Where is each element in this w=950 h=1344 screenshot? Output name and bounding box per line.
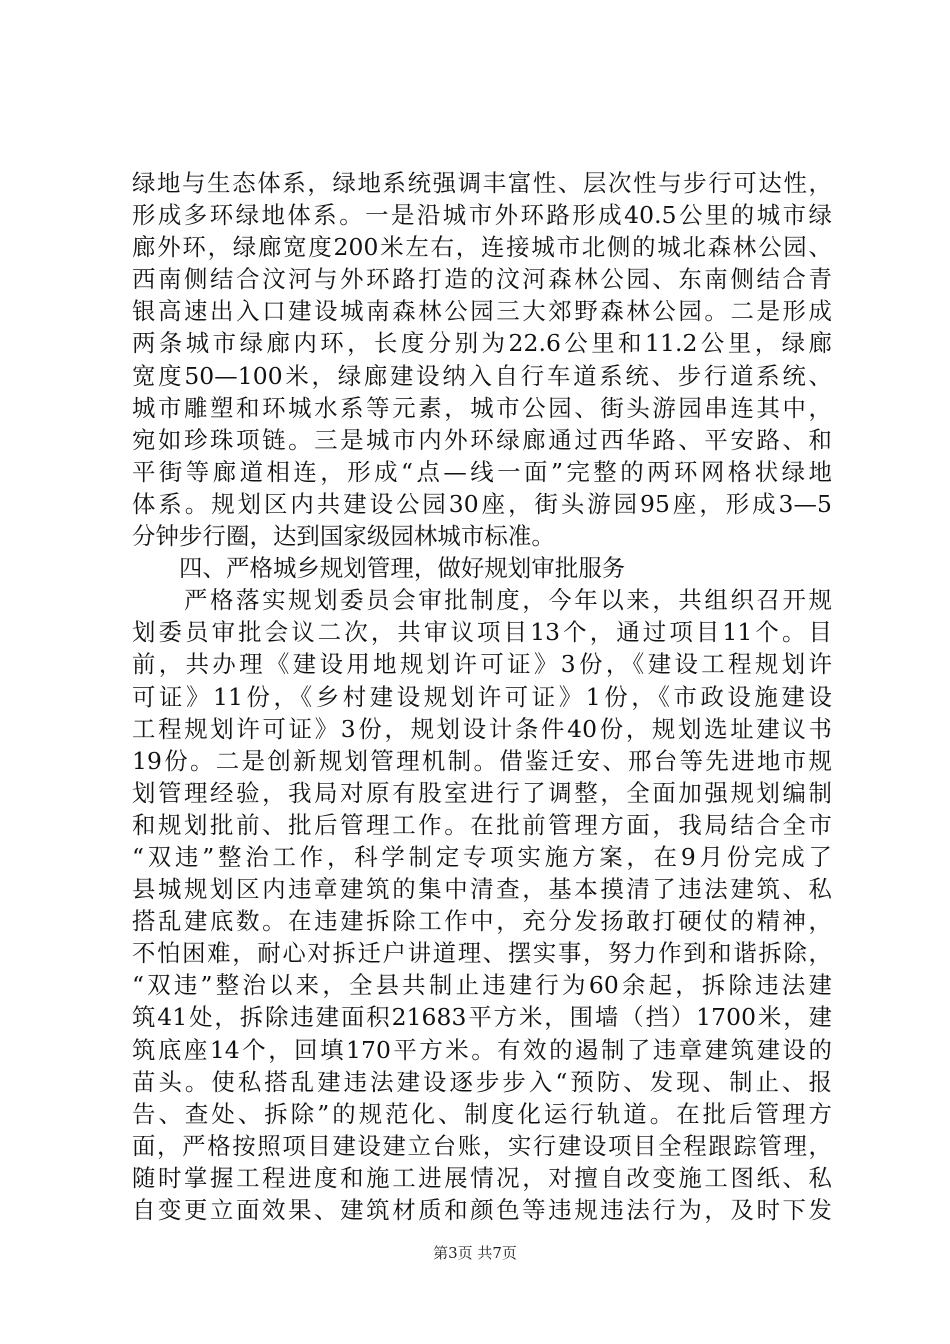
text-line: 面，严格按照项目建设建立台账，实行建设项目全程跟踪管理， — [132, 1131, 832, 1160]
text-line: 工程规划许可证》3份，规划设计条件40份，规划选址建议书 — [132, 714, 832, 743]
text-line: “双违”整治以来，全县共制止违建行为60余起，拆除违法建 — [132, 971, 832, 1000]
text-line: “双违”整治工作，科学制定专项实施方案，在9月份完成了 — [132, 842, 832, 871]
text-line: 划委员审批会议二次，共审议项目13个，通过项目11个。目 — [132, 618, 832, 647]
text-line: 分钟步行圈，达到国家级园林城市标准。 — [132, 522, 555, 551]
text-line: 绿地与生态体系，绿地系统强调丰富性、层次性与步行可达性， — [132, 169, 832, 197]
page-footer: 第3页 共7页 — [433, 1244, 517, 1262]
text-line: 宛如珍珠项链。三是城市内外环绿廊通过西华路、平安路、和 — [132, 425, 832, 454]
text-line: 严格落实规划委员会审批制度，今年以来，共组织召开规 — [132, 586, 832, 615]
text-line: 廊外环，绿廊宽度200米左右，连接城市北侧的城北森林公园、 — [132, 233, 832, 262]
text-line: 告、查处、拆除”的规范化、制度化运行轨道。在批后管理方 — [132, 1099, 832, 1128]
text-line: 西南侧结合汶河与外环路打造的汶河森林公园、东南侧结合青 — [132, 265, 832, 294]
text-line: 前，共办理《建设用地规划许可证》3份，《建设工程规划许 — [132, 650, 832, 679]
text-line: 四、严格城乡规划管理，做好规划审批服务 — [132, 554, 626, 583]
text-line: 和规划批前、批后管理工作。在批前管理方面，我局结合全市 — [132, 810, 832, 839]
text-line: 不怕困难，耐心对拆迁户讲道理、摆实事，努力作到和谐拆除， — [132, 939, 832, 968]
text-line: 19份。二是创新规划管理机制。借鉴迁安、邢台等先进地市规 — [132, 746, 832, 775]
text-line: 宽度50—100米，绿廊建设纳入自行车道系统、步行道系统、 — [132, 361, 832, 390]
text-line: 划管理经验，我局对原有股室进行了调整，全面加强规划编制 — [132, 778, 832, 807]
text-line: 自变更立面效果、建筑材质和颜色等违规违法行为，及时下发 — [132, 1196, 832, 1224]
text-line: 形成多环绿地体系。一是沿城市外环路形成40.5公里的城市绿 — [132, 201, 832, 230]
text-line: 银高速出入口建设城南森林公园三大郊野森林公园。二是形成 — [132, 297, 832, 326]
text-line: 体系。规划区内共建设公园30座，街头游园95座，形成3—5 — [132, 489, 832, 518]
text-line: 城市雕塑和环城水系等元素，城市公园、街头游园串连其中， — [132, 393, 832, 422]
text-line: 随时掌握工程进度和施工进展情况，对擅自改变施工图纸、私 — [132, 1163, 832, 1192]
text-line: 搭乱建底数。在违建拆除工作中，充分发扬敢打硬仗的精神， — [132, 907, 832, 936]
document-body — [132, 167, 832, 1226]
text-line: 县城规划区内违章建筑的集中清查，基本摸清了违法建筑、私 — [132, 875, 832, 904]
text-line: 可证》11份，《乡村建设规划许可证》1份，《市政设施建设 — [132, 682, 832, 711]
text-line: 平街等廊道相连，形成“点—线一面”完整的两环网格状绿地 — [132, 457, 832, 486]
text-line: 筑底座14个，回填170平方米。有效的遏制了违章建筑建设的 — [132, 1035, 832, 1064]
text-line: 筑41处，拆除违建面积21683平方米，围墙（挡）1700米，建 — [132, 1003, 832, 1032]
text-line: 苗头。使私搭乱建违法建设逐步步入“预防、发现、制止、报 — [132, 1067, 832, 1096]
text-line: 两条城市绿廊内环，长度分别为22.6公里和11.2公里，绿廊 — [132, 329, 832, 358]
